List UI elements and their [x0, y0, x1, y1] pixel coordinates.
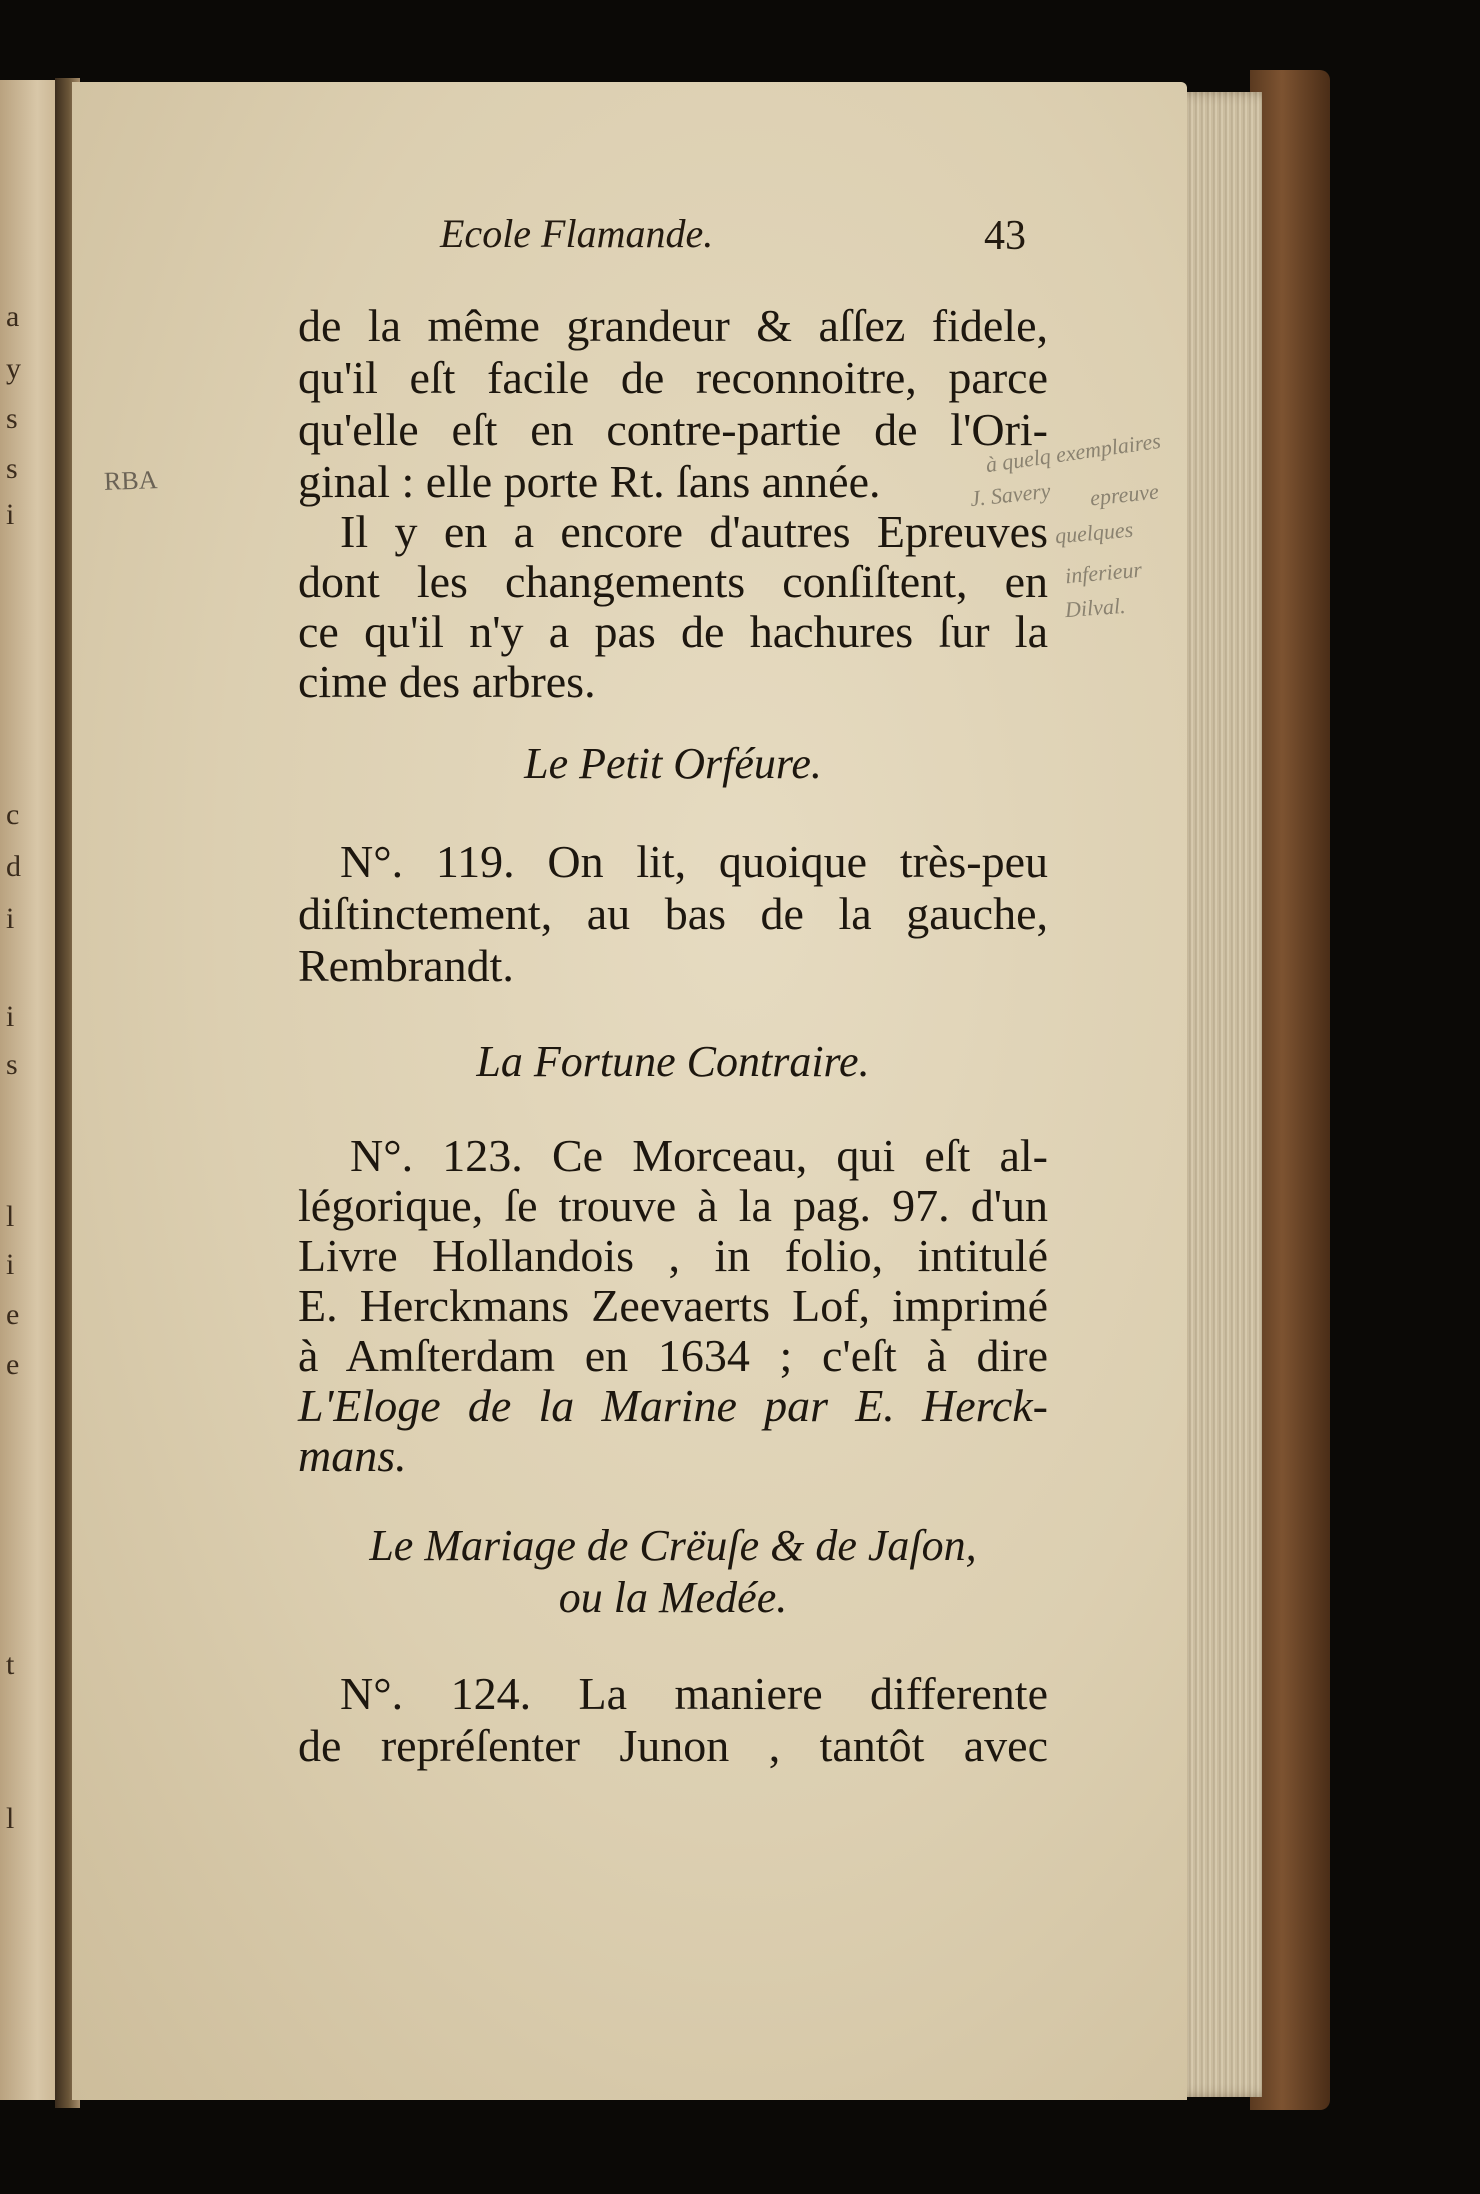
book-cover-edge — [1250, 70, 1330, 2110]
left-letter: e — [6, 1298, 20, 1331]
section-heading: La Fortune Contraire. — [476, 1037, 870, 1086]
text-line: ce qu'il n'y a pas de hachures ſur la — [298, 606, 1048, 657]
handwritten-note: Dilval. — [1064, 592, 1127, 623]
handwritten-note: à quelq exemplaires — [984, 427, 1163, 478]
left-letter: i — [6, 1000, 15, 1033]
handwritten-note: quelques — [1054, 516, 1135, 549]
text-line: N°. 124. La maniere differente — [340, 1668, 1048, 1719]
section-heading: Le Mariage de Crëuſe & de Jaſon, — [369, 1521, 977, 1570]
text-line: à Amſterdam en 1634 ; c'eſt à dire — [298, 1330, 1048, 1381]
left-letter: s — [6, 452, 18, 485]
text-line: L'Eloge de la Marine par E. Herck- — [298, 1380, 1048, 1431]
left-letter: c — [6, 798, 20, 831]
left-letter: e — [6, 1348, 20, 1381]
text-line: mans. — [298, 1430, 407, 1481]
section-heading: Le Petit Orféure. — [524, 739, 822, 788]
left-letter: a — [6, 300, 20, 333]
left-letter: i — [6, 902, 15, 935]
text-line: légorique, ſe trouve à la pag. 97. d'un — [298, 1180, 1048, 1231]
section-heading: ou la Medée. — [558, 1573, 788, 1622]
text-line: cime des arbres. — [298, 656, 596, 707]
text-line: qu'il eſt facile de reconnoitre, parce — [298, 352, 1048, 403]
handwritten-note: inferieur — [1064, 556, 1143, 589]
text-line: Livre Hollandois , in folio, intitulé — [298, 1230, 1048, 1281]
handwritten-note: J. Savery — [968, 477, 1052, 512]
text-line: de repréſenter Junon , tantôt avec — [298, 1720, 1048, 1771]
text-line: qu'elle eſt en contre-partie de l'Ori- — [298, 404, 1048, 455]
text-line: Rembrandt. — [298, 940, 514, 991]
left-letter: i — [6, 1248, 15, 1281]
left-letter: t — [6, 1648, 15, 1681]
left-page-edge — [0, 80, 62, 2100]
text-line: N°. 123. Ce Morceau, qui eſt al- — [350, 1130, 1048, 1181]
left-letter: l — [6, 1200, 15, 1233]
text-line: diſtinctement, au bas de la gauche, — [298, 888, 1048, 939]
left-letter: d — [6, 850, 21, 883]
text-line: de la même grandeur & aſſez fidele, — [298, 300, 1048, 351]
handwritten-note: epreuve — [1088, 478, 1160, 511]
left-letter: s — [6, 1048, 18, 1081]
margin-pencil-note: RBA — [103, 465, 158, 496]
text-line: ginal : elle porte Rt. ſans année. — [298, 456, 881, 507]
left-letter: y — [6, 352, 21, 385]
text-line: dont les changements conſiſtent, en — [298, 556, 1048, 607]
text-line: N°. 119. On lit, quoique très-peu — [340, 836, 1048, 887]
left-letter: l — [6, 1802, 15, 1835]
text-line: Il y en a encore d'autres Epreuves — [340, 506, 1048, 557]
running-head: Ecole Flamande. — [440, 211, 714, 256]
left-letter: s — [6, 402, 18, 435]
left-letter: i — [6, 498, 15, 531]
page-number: 43 — [984, 213, 1026, 259]
text-line: E. Herckmans Zeevaerts Lof, imprimé — [298, 1280, 1048, 1331]
